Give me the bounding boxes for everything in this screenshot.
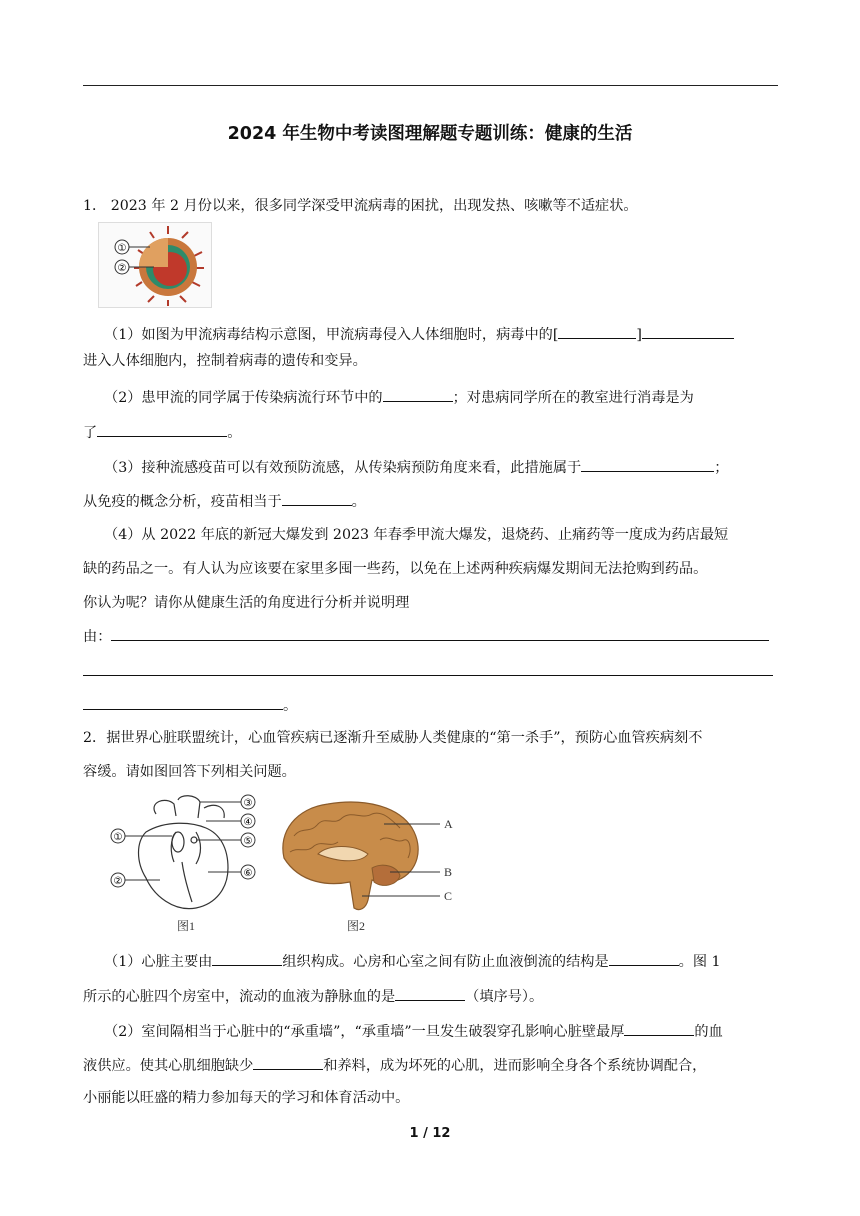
heart-label-2: ②	[113, 876, 123, 887]
q1-part3-line2: 从免疫的概念分析，疫苗相当于 。	[83, 490, 366, 512]
heart-figure	[96, 792, 266, 934]
brain-label-a: A	[444, 817, 453, 831]
answer-blank[interactable]	[395, 985, 465, 1001]
answer-blank[interactable]	[212, 950, 282, 966]
q1-part1-line1: （1）如图为甲流病毒结构示意图，甲流病毒侵入人体细胞时，病毒中的[ ]	[104, 323, 734, 345]
heart-label-6: ⑥	[243, 868, 253, 879]
q2-part1-line2: 所示的心脏四个房室中，流动的血液为静脉血的是 （填序号）。	[83, 985, 543, 1007]
virus-label-1: ①	[117, 243, 127, 254]
brain-label-c: C	[444, 889, 453, 903]
q1-part4-line3: 你认为呢？请你从健康生活的角度进行分析并说明理	[83, 595, 410, 611]
q2-part1-line1: （1）心脏主要由 组织构成。心房和心室之间有防止血液倒流的结构是 。图 1	[104, 950, 721, 972]
q1-part4-line1: （4）从 2022 年底的新冠大爆发到 2023 年春季甲流大爆发，退烧药、止痛药等一度成为药店最短	[104, 527, 729, 543]
answer-blank[interactable]	[253, 1054, 323, 1070]
header-rule	[83, 85, 778, 86]
answer-blank[interactable]	[581, 456, 714, 472]
answer-blank[interactable]	[383, 386, 453, 402]
q1-stem: 1． 2023 年 2 月份以来，很多同学深受甲流病毒的困扰，出现发热、咳嗽等不适症状。	[83, 198, 638, 214]
q1-part4-line2: 缺的药品之一。有人认为应该要在家里多囤一些药，以免在上述两种疾病爆发期间无法抢购到药品。	[83, 561, 708, 577]
q1-part2-line1: （2）患甲流的同学属于传染病流行环节中的 ；对患病同学所在的教室进行消毒是为	[104, 386, 694, 408]
answer-blank[interactable]	[642, 323, 734, 339]
fig2-caption: 图2	[346, 919, 366, 933]
heart-label-1: ①	[113, 832, 123, 843]
brain-label-b: B	[444, 865, 453, 879]
answer-blank[interactable]	[558, 323, 636, 339]
q2-part2-line1: （2）室间隔相当于心脏中的“承重墙”，“承重墙”一旦发生破裂穿孔影响心脏壁最厚 的血	[104, 1020, 723, 1042]
heart-label-4: ④	[243, 817, 253, 828]
brain-figure	[272, 796, 462, 934]
q1-part2-line2: 了 。	[83, 421, 241, 443]
answer-blank[interactable]	[624, 1020, 694, 1036]
heart-label-5: ⑤	[243, 836, 253, 847]
page-number: 1 / 12	[409, 1126, 451, 1141]
q2-stem-line1: 2．据世界心脏联盟统计，心血管疾病已逐渐升至威胁人类健康的“第一杀手”，预防心血管疾病刻不	[83, 730, 703, 746]
answer-blank[interactable]	[83, 660, 773, 676]
heart-label-3: ③	[243, 798, 253, 809]
q1-part4-line6: 。	[83, 694, 297, 716]
answer-blank[interactable]	[609, 950, 679, 966]
q2-part2-line3: 小丽能以旺盛的精力参加每天的学习和体育活动中。	[83, 1090, 410, 1106]
q2-part2-line2: 液供应。使其心肌细胞缺少 和养料，成为坏死的心肌，进而影响全身各个系统协调配合，	[83, 1054, 706, 1076]
answer-blank[interactable]	[97, 421, 227, 437]
page-title: 2024 年生物中考读图理解题专题训练：健康的生活	[227, 124, 633, 144]
q1-part3-line1: （3）接种流感疫苗可以有效预防流感，从传染病预防角度来看，此措施属于 ；	[104, 456, 728, 478]
fig1-caption: 图1	[176, 919, 196, 933]
answer-blank[interactable]	[111, 625, 769, 641]
q2-stem-line2: 容缓。请如图回答下列相关问题。	[83, 764, 296, 780]
answer-blank[interactable]	[282, 490, 352, 506]
q1-part4-line5	[83, 660, 773, 682]
q1-part4-line4: 由：	[83, 625, 769, 647]
virus-label-2: ②	[117, 263, 127, 274]
q1-part1-line2: 进入人体细胞内，控制着病毒的遗传和变异。	[83, 353, 367, 369]
answer-blank[interactable]	[83, 694, 283, 710]
virus-figure	[98, 222, 212, 308]
